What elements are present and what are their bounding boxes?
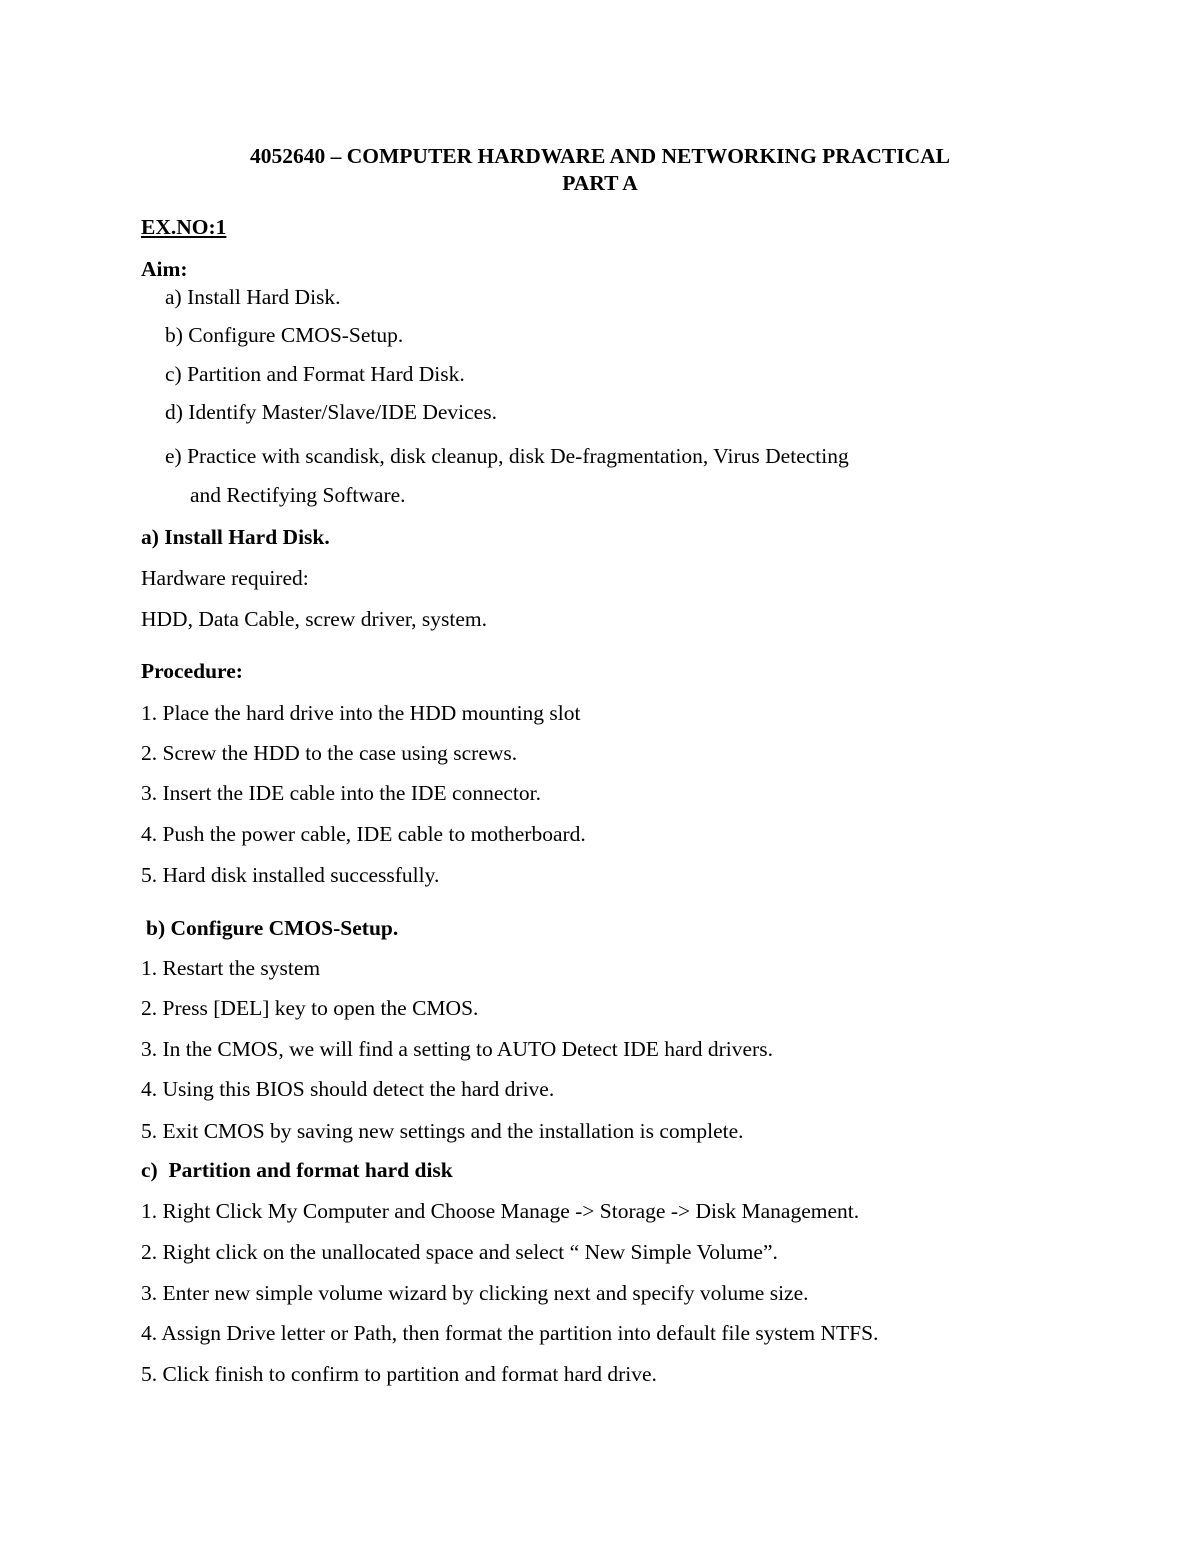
aim-item: e) Practice with scandisk, disk cleanup, disk De-fragmentation, Virus Detecting — [165, 444, 849, 468]
partition-step: 3. Enter new simple volume wizard by clicking next and specify volume size. — [141, 1281, 809, 1305]
document-subtitle: PART A — [562, 171, 638, 195]
section-c-heading: c) Partition and format hard disk — [141, 1158, 453, 1182]
cmos-step: 2. Press [DEL] key to open the CMOS. — [141, 996, 479, 1020]
cmos-step: 3. In the CMOS, we will find a setting to AUTO Detect IDE hard drivers. — [141, 1037, 773, 1061]
procedure-step: 3. Insert the IDE cable into the IDE connector. — [141, 781, 541, 805]
cmos-step: 1. Restart the system — [141, 956, 321, 980]
procedure-step: 1. Place the hard drive into the HDD mounting slot — [141, 701, 581, 725]
procedure-label: Procedure: — [141, 659, 243, 683]
procedure-step: 2. Screw the HDD to the case using screws. — [141, 741, 518, 765]
hardware-required-label: Hardware required: — [141, 566, 309, 590]
aim-item: d) Identify Master/Slave/IDE Devices. — [165, 400, 497, 424]
partition-step: 2. Right click on the unallocated space and select “ New Simple Volume”. — [141, 1240, 778, 1264]
section-b-heading: b) Configure CMOS-Setup. — [146, 916, 399, 940]
cmos-step: 4. Using this BIOS should detect the hard drive. — [141, 1077, 555, 1101]
aim-label: Aim: — [141, 257, 188, 281]
aim-item: a) Install Hard Disk. — [165, 285, 341, 309]
aim-item-continuation: and Rectifying Software. — [190, 483, 406, 507]
section-a-heading: a) Install Hard Disk. — [141, 525, 330, 549]
procedure-step: 4. Push the power cable, IDE cable to motherboard. — [141, 822, 586, 846]
exercise-number: EX.NO:1 — [141, 215, 227, 239]
partition-step: 4. Assign Drive letter or Path, then format the partition into default file system NTFS. — [141, 1321, 879, 1345]
aim-item: b) Configure CMOS-Setup. — [165, 323, 404, 347]
procedure-step: 5. Hard disk installed successfully. — [141, 863, 440, 887]
hardware-items: HDD, Data Cable, screw driver, system. — [141, 607, 488, 631]
document-title: 4052640 – COMPUTER HARDWARE AND NETWORKING PRACTICAL — [250, 144, 950, 168]
cmos-step: 5. Exit CMOS by saving new settings and the installation is complete. — [141, 1119, 744, 1143]
aim-item: c) Partition and Format Hard Disk. — [165, 362, 465, 386]
partition-step: 1. Right Click My Computer and Choose Manage -> Storage -> Disk Management. — [141, 1199, 860, 1223]
partition-step: 5. Click finish to confirm to partition and format hard drive. — [141, 1362, 657, 1386]
